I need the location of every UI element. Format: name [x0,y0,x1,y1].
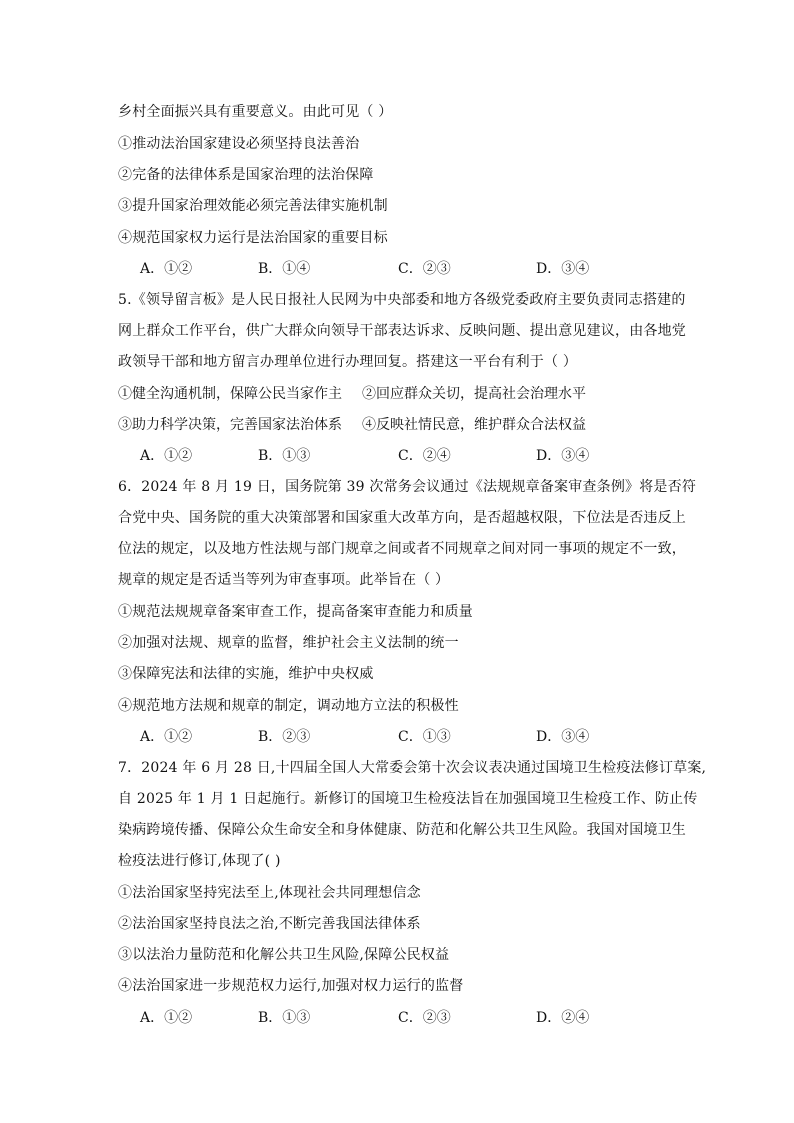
q7-statement-3: ③以法治力量防范和化解公共卫生风险,保障公民权益 [118,947,450,963]
q6-statement-2: ②加强对法规、规章的监督，维护社会主义法制的统一 [118,635,459,651]
q5-option-a[interactable]: A．①② [140,448,193,464]
q6-option-b[interactable]: B．②③ [258,729,311,745]
q6-statement-3: ③保障宪法和法律的实施，维护中央权威 [118,666,374,682]
q6-option-d[interactable]: D．③④ [536,729,590,745]
q7-option-b[interactable]: B．①③ [258,1010,311,1026]
q6-stem-line-2: 合党中央、国务院的重大决策部署和国家重大改革方向，是否超越权限，下位法是否违反上 [118,510,686,526]
q5-statements-row-1 [118,384,698,404]
q7-stem-line-4: 检疫法进行修订,体现了( ) [118,853,281,869]
q7-statement-4: ④法治国家进一步规范权力运行,加强对权力运行的监督 [118,978,464,994]
q6-statement-1: ①规范法规规章备案审查工作，提高备案审查能力和质量 [118,604,473,620]
q5-option-b[interactable]: B．①③ [258,448,311,464]
q7-stem-line-1: 7．2024 年 6 月 28 日,十四届全国人大常委会第十次会议表决通过国境卫生检疫法修订草案, [118,760,707,776]
q5-stem-line-3: 政领导干部和地方留言办理单位进行办理回复。搭建这一平台有利于（ ） [118,354,578,370]
q4-stem-tail: 乡村全面振兴具有重要意义。由此可见（ ） [118,104,393,120]
q4-option-b[interactable]: B．①④ [258,261,311,277]
q5-statement-1: ①健全沟通机制，保障公民当家作主 [118,386,342,402]
q7-option-c[interactable]: C．②③ [398,1010,451,1026]
q5-stem-line-1: 5.《领导留言板》是人民日报社人民网为中央部委和地方各级党委政府主要负责同志搭建的 [118,292,686,308]
q7-statement-1: ①法治国家坚持宪法至上,体现社会共同理想信念 [118,885,421,901]
q4-statement-1: ①推动法治国家建设必须坚持良法善治 [118,136,360,152]
q5-option-d[interactable]: D．③④ [536,448,590,464]
q7-option-d[interactable]: D．②④ [536,1010,590,1026]
q5-statement-3: ③助力科学决策，完善国家法治体系 [118,417,342,433]
q5-option-c[interactable]: C．②④ [398,448,451,464]
q4-option-c[interactable]: C．②③ [398,261,451,277]
q6-option-c[interactable]: C．①③ [398,729,451,745]
q4-statement-4: ④规范国家权力运行是法治国家的重要目标 [118,230,388,246]
q4-statement-2: ②完备的法律体系是国家治理的法治保障 [118,167,374,183]
q5-stem-line-2: 网上群众工作平台，供广大群众向领导干部表达诉求、反映问题、提出意见建议，由各地党 [118,323,686,339]
q4-statement-3: ③提升国家治理效能必须完善法律实施机制 [118,198,388,214]
q4-option-a[interactable]: A．①② [140,261,193,277]
q4-option-d[interactable]: D．③④ [536,261,590,277]
q6-statement-4: ④规范地方法规和规章的制定，调动地方立法的积极性 [118,698,459,714]
q6-stem-line-1: 6．2024 年 8 月 19 日，国务院第 39 次常务会议通过《法规规章备案审查条例》将是否符 [118,479,697,495]
q5-statement-4: ④反映社情民意，维护群众合法权益 [362,417,586,433]
q7-stem-line-3: 染病跨境传播、保障公众生命安全和身体健康、防范和化解公共卫生风险。我国对国境卫生 [118,822,686,838]
q5-options [140,446,700,466]
q7-statement-2: ②法治国家坚持良法之治,不断完善我国法律体系 [118,916,421,932]
q6-option-a[interactable]: A．①② [140,729,193,745]
q7-stem-line-2: 自 2025 年 1 月 1 日起施行。新修订的国境卫生检疫法旨在加强国境卫生检疫工作、防止传 [118,791,698,807]
q6-stem-line-4: 规章的规定是否适当等列为审查事项。此举旨在（ ） [118,572,450,588]
q7-option-a[interactable]: A．①② [140,1010,193,1026]
q5-statement-2: ②回应群众关切，提高社会治理水平 [362,386,586,402]
q6-options [140,727,700,747]
q5-statements-row-2 [118,415,698,435]
q6-stem-line-3: 位法的规定，以及地方性法规与部门规章之间或者不同规章之间对同一事项的规定不一致， [118,541,686,557]
q7-options [140,1008,700,1028]
q4-options [140,259,700,279]
